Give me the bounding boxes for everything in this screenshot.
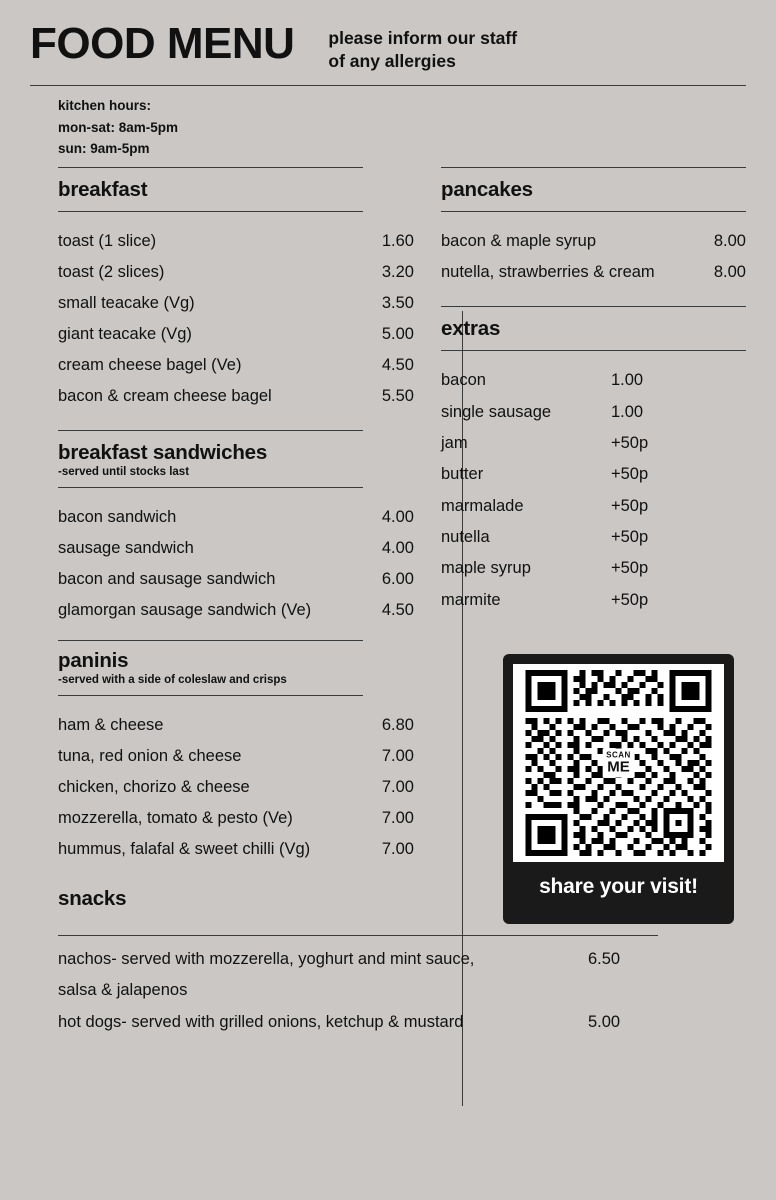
menu-item-price: +50p: [611, 433, 649, 452]
section-snacks: [58, 925, 718, 1038]
menu-item-name: bacon & maple syrup: [441, 232, 597, 251]
section-title-paninis: paninis: [58, 649, 129, 673]
section-title-pancakes: pancakes: [441, 178, 533, 202]
menu-item-price: 1.60: [381, 232, 414, 251]
kitchen-hours: [58, 95, 746, 159]
scan-me-line-1: SCAN: [606, 750, 631, 760]
menu-item-price: 4.50: [381, 356, 414, 375]
menu-item: [58, 226, 414, 257]
menu-item-name: marmite: [441, 590, 501, 609]
menu-item-name: maple syrup: [441, 559, 531, 578]
menu-item: [58, 350, 414, 381]
menu-item: [441, 397, 746, 428]
menu-item: [441, 553, 746, 584]
menu-item-price: +50p: [611, 559, 649, 578]
menu-item-price: +50p: [611, 590, 649, 609]
menu-item-name: nachos- served with mozzerella, yoghurt and mint sauce,: [58, 950, 475, 968]
menu-item-price: 1.00: [611, 402, 644, 421]
scan-me-badge: [602, 749, 635, 778]
menu-item-name: butter: [441, 465, 484, 484]
breakfast-items: [58, 226, 414, 412]
menu-item-name: bacon and sausage sandwich: [58, 570, 276, 589]
breakfast-rule: [58, 211, 363, 212]
menu-item-name: chicken, chorizo & cheese: [58, 778, 250, 797]
menu-item-name: glamorgan sausage sandwich (Ve): [58, 601, 312, 620]
menu-item-price: 8.00: [713, 263, 746, 282]
menu-item: [441, 459, 746, 490]
menu-item-name: single sausage: [441, 402, 552, 421]
menu-item-name: cream cheese bagel (Ve): [58, 356, 242, 375]
menu-item-name: nutella: [441, 527, 490, 546]
menu-item-price: +50p: [611, 527, 649, 546]
section-extras: [441, 306, 746, 616]
allergy-notice-line-1: please inform our staff: [328, 28, 518, 48]
menu-item: [58, 502, 414, 533]
menu-item-price: 3.50: [381, 294, 414, 313]
header-divider: [30, 85, 746, 86]
section-subtitle-paninis: -served with a side of coleslaw and crisps: [58, 674, 287, 687]
menu-item: [441, 428, 746, 459]
section-title-breakfast-sandwiches: breakfast sandwiches: [58, 441, 268, 465]
kitchen-hours-label: kitchen hours:: [58, 98, 152, 114]
menu-item: [58, 741, 414, 772]
scan-me-line-2: ME: [607, 758, 630, 776]
allergy-notice-line-2: of any allergies: [328, 51, 456, 72]
section-title-extras: extras: [441, 317, 501, 341]
menu-item: [58, 772, 414, 803]
extras-rule: [441, 350, 746, 351]
menu-item-price: 4.00: [381, 539, 414, 558]
section-paninis: [58, 640, 414, 865]
kitchen-hours-sunday: sun: 9am-5pm: [58, 140, 150, 156]
page-title: FOOD MENU: [30, 19, 295, 68]
menu-item: [58, 803, 414, 834]
menu-item: [58, 834, 414, 865]
menu-item-name: hummus, falafal & sweet chilli (Vg): [58, 840, 311, 859]
menu-item-name: bacon: [441, 371, 486, 390]
left-column: [30, 161, 414, 911]
menu-item-price: 4.00: [381, 508, 414, 527]
qr-code[interactable]: [513, 664, 724, 862]
menu-item-name: toast (1 slice): [58, 232, 157, 251]
pancakes-rule: [441, 211, 746, 212]
menu-item: [58, 944, 718, 975]
pancakes-items: [441, 226, 746, 288]
menu-item-name: tuna, red onion & cheese: [58, 747, 242, 766]
menu-item-name: nutella, strawberries & cream: [441, 263, 655, 282]
paninis-items: [58, 710, 414, 865]
section-breakfast-sandwiches: [58, 430, 414, 626]
menu-item-price: 5.50: [381, 387, 414, 406]
menu-item-price: 7.00: [381, 809, 414, 828]
menu-item-price: 7.00: [381, 747, 414, 766]
menu-item-name: toast (2 slices): [58, 263, 165, 282]
menu-item-price: 6.00: [381, 570, 414, 589]
section-title-snacks: snacks: [58, 887, 127, 911]
section-subtitle-breakfast-sandwiches: -served until stocks last: [58, 466, 190, 479]
menu-item-price: +50p: [611, 496, 649, 515]
section-snacks-heading-wrap: [58, 887, 414, 911]
menu-item-price: 7.00: [381, 840, 414, 859]
qr-caption: share your visit!: [539, 875, 698, 898]
menu-item-name: jam: [441, 433, 468, 452]
menu-item: [58, 533, 414, 564]
menu-item: [58, 319, 414, 350]
section-title-breakfast: breakfast: [58, 178, 148, 202]
menu-item-name: marmalade: [441, 496, 524, 515]
menu-item-price: 6.80: [381, 716, 414, 735]
breakfast-sandwiches-rule: [58, 487, 363, 488]
paninis-rule: [58, 695, 363, 696]
menu-item: [441, 491, 746, 522]
menu-item: [58, 257, 414, 288]
menu-item-name: sausage sandwich: [58, 539, 194, 558]
menu-item-name: mozzerella, tomato & pesto (Ve): [58, 809, 293, 828]
menu-header: [30, 0, 746, 73]
breakfast-sandwiches-items: [58, 502, 414, 626]
menu-item: [58, 564, 414, 595]
menu-item: [58, 381, 414, 412]
menu-item: [441, 257, 746, 288]
allergy-notice: [328, 27, 517, 73]
menu-item-price: 3.20: [381, 263, 414, 282]
menu-item: [58, 1007, 718, 1038]
menu-item-price: 7.00: [381, 778, 414, 797]
menu-item-price: 6.50: [588, 950, 621, 968]
menu-item-price: 5.00: [588, 1013, 621, 1032]
menu-item: [58, 288, 414, 319]
menu-item: [441, 365, 746, 396]
menu-item: [441, 522, 746, 553]
menu-item-price: 1.00: [611, 371, 644, 390]
menu-item-price: 5.00: [381, 325, 414, 344]
kitchen-hours-weekday: mon-sat: 8am-5pm: [58, 119, 179, 135]
snacks-items: [58, 944, 718, 1038]
extras-items: [441, 365, 746, 616]
menu-item-price: 8.00: [713, 232, 746, 251]
menu-item-price: 4.50: [381, 601, 414, 620]
menu-item-name: bacon sandwich: [58, 508, 177, 527]
menu-item-name: bacon & cream cheese bagel: [58, 387, 272, 406]
menu-item-name: ham & cheese: [58, 716, 164, 735]
menu-item-continuation: salsa & jalapenos: [58, 980, 188, 999]
menu-item: [58, 595, 414, 626]
menu-item-price: +50p: [611, 465, 649, 484]
menu-item-name: small teacake (Vg): [58, 294, 195, 313]
qr-card[interactable]: [503, 654, 734, 924]
menu-item: [441, 585, 746, 616]
menu-item-name: giant teacake (Vg): [58, 325, 192, 344]
snacks-rule: [58, 935, 658, 936]
menu-item-name: hot dogs- served with grilled onions, ketchup & mustard: [58, 1013, 464, 1032]
menu-item: [58, 710, 414, 741]
menu-item: [441, 226, 746, 257]
